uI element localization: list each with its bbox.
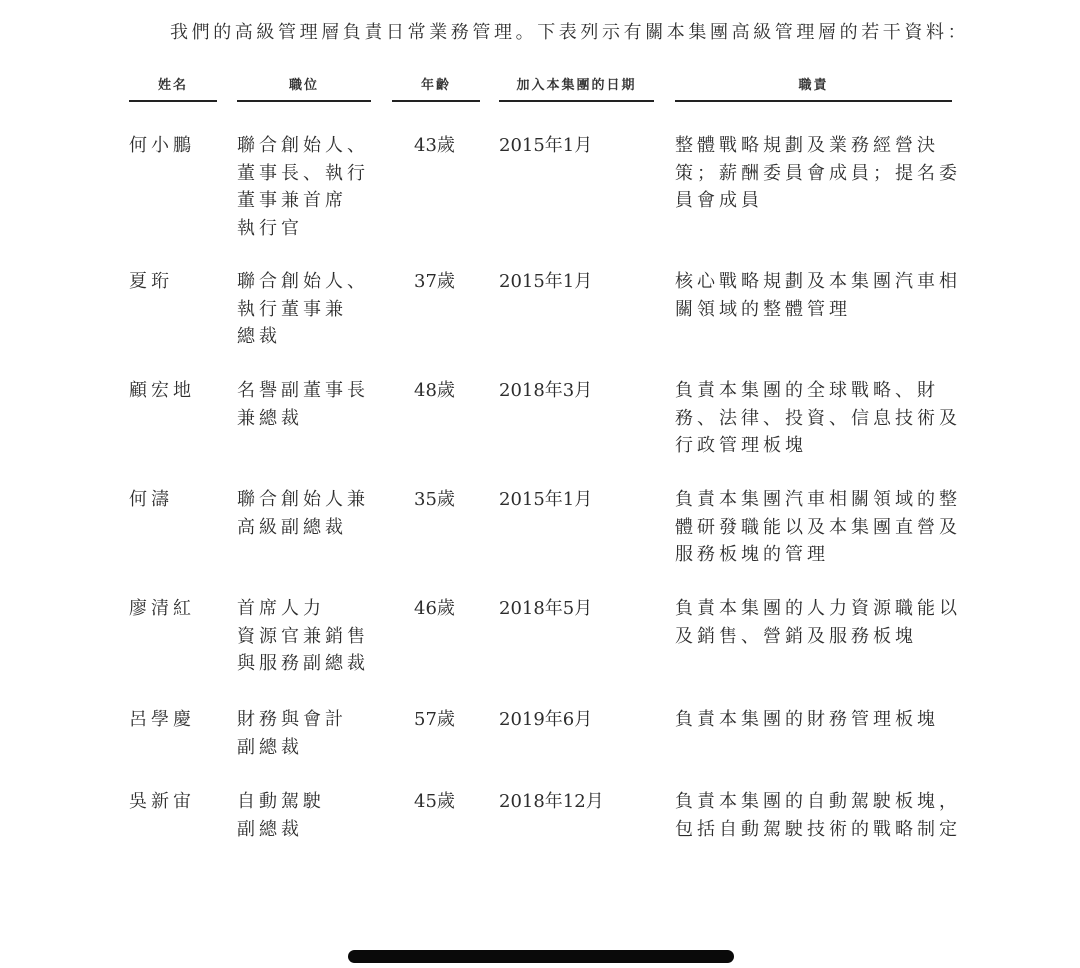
header-name: 姓名 bbox=[129, 76, 217, 102]
cell-join-date: 2019年6月 bbox=[499, 709, 593, 730]
cell-name: 顧宏地 bbox=[129, 380, 195, 401]
cell-duties: 負責本集團的全球戰略、財 務、法律、投資、信息技術及 行政管理板塊 bbox=[675, 380, 961, 456]
cell-position: 聯合創始人、 董事長、執行 董事兼首席 執行官 bbox=[237, 135, 369, 239]
cell-name: 廖清紅 bbox=[129, 598, 195, 619]
cell-duties: 核心戰略規劃及本集團汽車相 關領域的整體管理 bbox=[675, 271, 961, 320]
cell-name: 呂學慶 bbox=[129, 709, 195, 730]
cell-name: 夏珩 bbox=[129, 271, 173, 292]
cell-join-date: 2015年1月 bbox=[499, 271, 593, 292]
cell-join-date: 2018年3月 bbox=[499, 380, 593, 401]
cell-duties: 負責本集團汽車相關領域的整 體研發職能以及本集團直營及 服務板塊的管理 bbox=[675, 489, 961, 565]
cell-duties: 負責本集團的人力資源職能以 及銷售、營銷及服務板塊 bbox=[675, 598, 961, 647]
cell-position: 財務與會計 副總裁 bbox=[237, 709, 347, 758]
cell-position: 聯合創始人、 執行董事兼 總裁 bbox=[237, 271, 369, 347]
cell-position: 首席人力 資源官兼銷售 與服務副總裁 bbox=[237, 598, 369, 674]
cell-name: 何濤 bbox=[129, 489, 173, 510]
cell-join-date: 2015年1月 bbox=[499, 489, 593, 510]
cell-position: 聯合創始人兼 高級副總裁 bbox=[237, 489, 369, 538]
cell-age: 43歲 bbox=[414, 135, 455, 156]
cell-position: 自動駕駛 副總裁 bbox=[237, 791, 325, 840]
cell-duties: 負責本集團的自動駕駛板塊， 包括自動駕駛技術的戰略制定 bbox=[675, 791, 961, 840]
cell-age: 48歲 bbox=[414, 380, 455, 401]
cell-duties: 整體戰略規劃及業務經營決 策；薪酬委員會成員；提名委 員會成員 bbox=[675, 135, 961, 211]
header-position: 職位 bbox=[237, 76, 371, 102]
header-duties: 職責 bbox=[675, 76, 952, 102]
cell-name: 吳新宙 bbox=[129, 791, 195, 812]
header-join-date: 加入本集團的日期 bbox=[499, 76, 654, 102]
cell-position: 名譽副董事長 兼總裁 bbox=[237, 380, 369, 429]
cell-age: 45歲 bbox=[414, 791, 455, 812]
header-age: 年齡 bbox=[392, 76, 480, 102]
cell-name: 何小鵬 bbox=[129, 135, 195, 156]
cell-join-date: 2018年12月 bbox=[499, 791, 604, 812]
cell-age: 57歲 bbox=[414, 709, 455, 730]
cell-join-date: 2018年5月 bbox=[499, 598, 593, 619]
cell-duties: 負責本集團的財務管理板塊 bbox=[675, 709, 939, 730]
cell-age: 37歲 bbox=[414, 271, 455, 292]
cell-age: 46歲 bbox=[414, 598, 455, 619]
intro-paragraph: 我們的高級管理層負責日常業務管理。下表列示有關本集團高級管理層的若干資料： bbox=[170, 22, 970, 43]
home-indicator[interactable] bbox=[348, 950, 734, 963]
cell-join-date: 2015年1月 bbox=[499, 135, 593, 156]
cell-age: 35歲 bbox=[414, 489, 455, 510]
